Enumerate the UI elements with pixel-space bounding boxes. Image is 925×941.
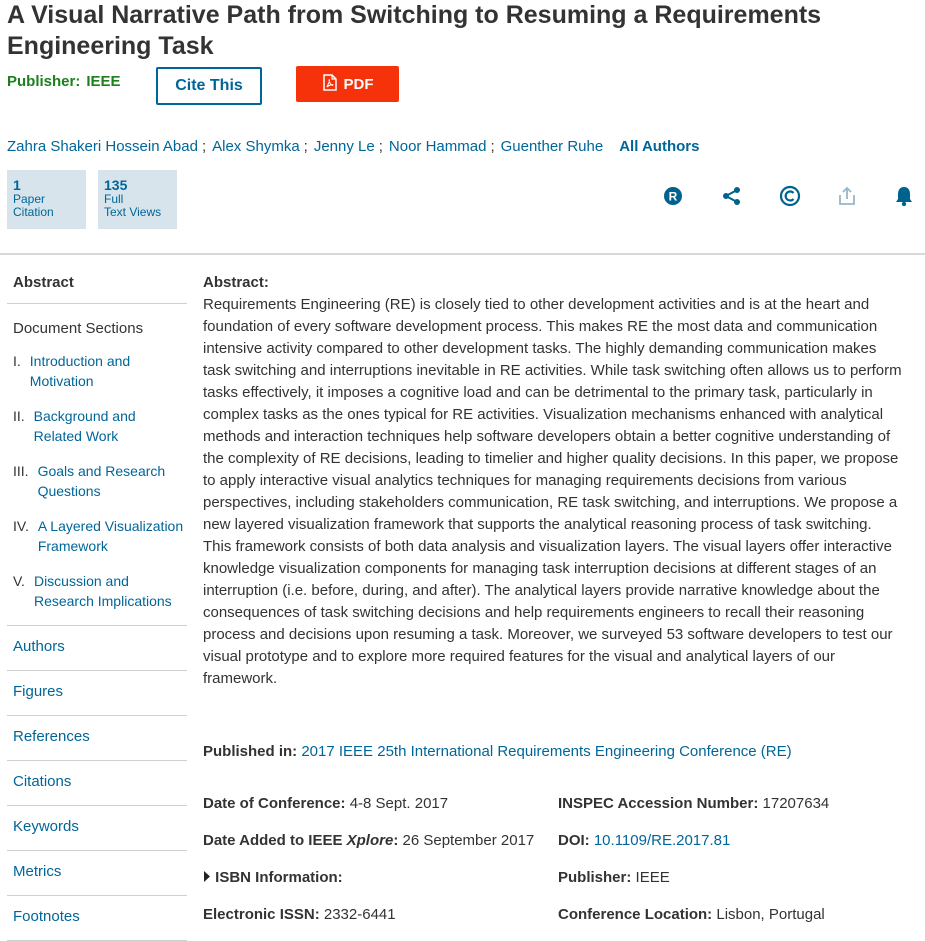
alert-bell-icon[interactable] [892,183,916,209]
sidebar-section-item[interactable] [7,565,187,620]
header-divider [0,253,925,255]
author-separator: ; [378,138,383,155]
issn-label: Electronic ISSN: [203,906,320,923]
sidebar-item-figures[interactable]: Figures [7,671,187,716]
published-in-row [203,743,792,760]
conference-location-row [558,906,825,923]
sidebar-section-item[interactable] [7,455,187,510]
sidebar-section-item[interactable] [7,400,187,455]
section-number: I. [13,353,21,369]
sidebar-item-keywords[interactable]: Keywords [7,806,187,851]
doi-link[interactable]: 10.1109/RE.2017.81 [593,832,731,849]
issn-value: 2332-6441 [323,906,396,923]
pdf-icon [322,74,337,95]
doi-row [558,832,730,849]
views-label-2: Text Views [104,205,162,219]
section-title: Discussion and Research Implications [33,573,172,609]
section-number: II. [13,408,25,424]
views-count: 135 [104,177,128,193]
sidebar-item-authors[interactable]: Authors [7,626,187,671]
sidebar-item-footnotes[interactable]: Footnotes [7,896,187,941]
caret-right-icon [203,869,215,886]
author-list [7,137,699,157]
cite-this-button[interactable]: Cite This [156,67,262,105]
share-icon[interactable] [720,183,744,209]
author-link[interactable]: Noor Hammad [388,138,487,155]
author-separator: ; [490,138,495,155]
sidebar-section-item[interactable] [7,345,187,400]
inspec-value: 17207634 [762,795,830,812]
sidebar-item-references[interactable]: References [7,716,187,761]
author-link[interactable]: Zahra Shakeri Hossein Abad [7,138,198,155]
sidebar-section-item[interactable] [7,510,187,565]
issn-row [203,906,396,923]
publisher-name: IEEE [86,73,121,90]
date-added-label: Date Added to IEEE Xplore: [203,832,399,849]
date-of-conference-value: 4-8 Sept. 2017 [349,795,449,812]
document-sections-heading[interactable]: Document Sections [13,320,144,337]
publisher-detail-value: IEEE [635,869,670,886]
published-in-label: Published in: [203,743,298,760]
page-title: A Visual Narrative Path from Switching to Resuming a Requirements Engineering Task [7,1,822,60]
export-icon[interactable] [835,183,859,209]
sidebar-item-citations[interactable]: Citations [7,761,187,806]
publisher-detail-label: Publisher: [558,869,632,886]
pdf-button[interactable] [296,66,399,102]
all-authors-link[interactable]: All Authors [619,138,700,155]
section-title: Goals and Research Questions [37,463,166,499]
inspec-row [558,795,829,812]
date-of-conference-row [203,795,448,812]
doi-label: DOI: [558,832,590,849]
inspec-label: INSPEC Accession Number: [558,795,759,812]
author-link[interactable]: Alex Shymka [212,138,300,155]
publisher-line [7,73,127,90]
date-of-conference-label: Date of Conference: [203,795,346,812]
author-separator: ; [201,138,207,155]
author-link[interactable]: Jenny Le [313,138,375,155]
publisher-label: Publisher: [7,73,81,90]
citation-label-1: Paper [13,192,46,206]
document-sections [7,304,187,626]
published-in-link[interactable]: 2017 IEEE 25th International Requirements Engineering Conference (RE) [301,743,792,760]
author-link[interactable]: Guenther Ruhe [500,138,604,155]
rights-icon[interactable] [661,183,685,209]
abstract-heading: Abstract: [203,274,269,291]
citation-count: 1 [13,177,21,193]
publisher-row [558,869,670,886]
abstract-text: Requirements Engineering (RE) is closely tied to other development activities and is at the heart and foundation of every software development process. This makes RE the most data and communication intensive activity compared to other development tasks. The highly demanding communication makes task switching and interruptions inevitable in RE activities. While task switching often allows us to perform tasks effectively, it imposes a cognitive load and can be detrimental to the primary task, particularly in complex tasks as the ones typical for RE activities. Visualization mechanisms enhanced with analytical methods and interaction techniques help software developers obtain a better cognitive understanding of the complexity of RE decisions, leading to timelier and higher quality decisions. In this paper, we propose to apply interactive visual analytics techniques for managing requirements decisions from various perspectives, including stakeholders communication, RE task switching, and interruptions. We propose a new layered visualization framework that supports the analytical reasoning process of task switching. This framework consists of both data analysis and visualization layers. The visual layers offer interactive knowledge visualization components for managing task interruption decisions at different stages of an interruption (i.e. before, during, and after). The analytical layers provide narrative knowledge about the consequences of task switching decisions and help requirements engineers to recall their reasoning process and decisions upon resuming a task. Moreover, we surveyed 53 software developers to test our visual prototype and to explore more required features for the visual and analytical layers of our framework. [203,296,902,687]
conference-location-value: Lisbon, Portugal [716,906,825,923]
abstract-section [203,272,903,690]
views-label-1: Full [104,192,124,206]
conference-location-label: Conference Location: [558,906,713,923]
sidebar-item-metrics[interactable]: Metrics [7,851,187,896]
paper-citation-metric[interactable] [7,170,86,229]
date-added-row [203,832,534,849]
section-title: A Layered Visualization Framework [37,518,184,554]
full-text-views-metric[interactable] [98,170,177,229]
copyright-icon[interactable] [778,183,802,209]
sidebar-item-abstract[interactable]: Abstract [7,262,187,304]
section-number: III. [13,463,29,479]
section-title: Background and Related Work [33,408,136,444]
pdf-label: PDF [343,75,374,93]
date-added-value: 26 September 2017 [402,832,535,849]
svg-text:R: R [668,189,678,204]
section-number: IV. [13,518,29,534]
isbn-toggle[interactable] [203,869,343,886]
citation-label-2: Citation [13,205,54,219]
isbn-label: ISBN Information: [215,869,343,886]
author-separator: ; [303,138,308,155]
section-title: Introduction and Motivation [29,353,131,389]
document-sidebar [7,262,187,941]
section-number: V. [13,573,25,589]
